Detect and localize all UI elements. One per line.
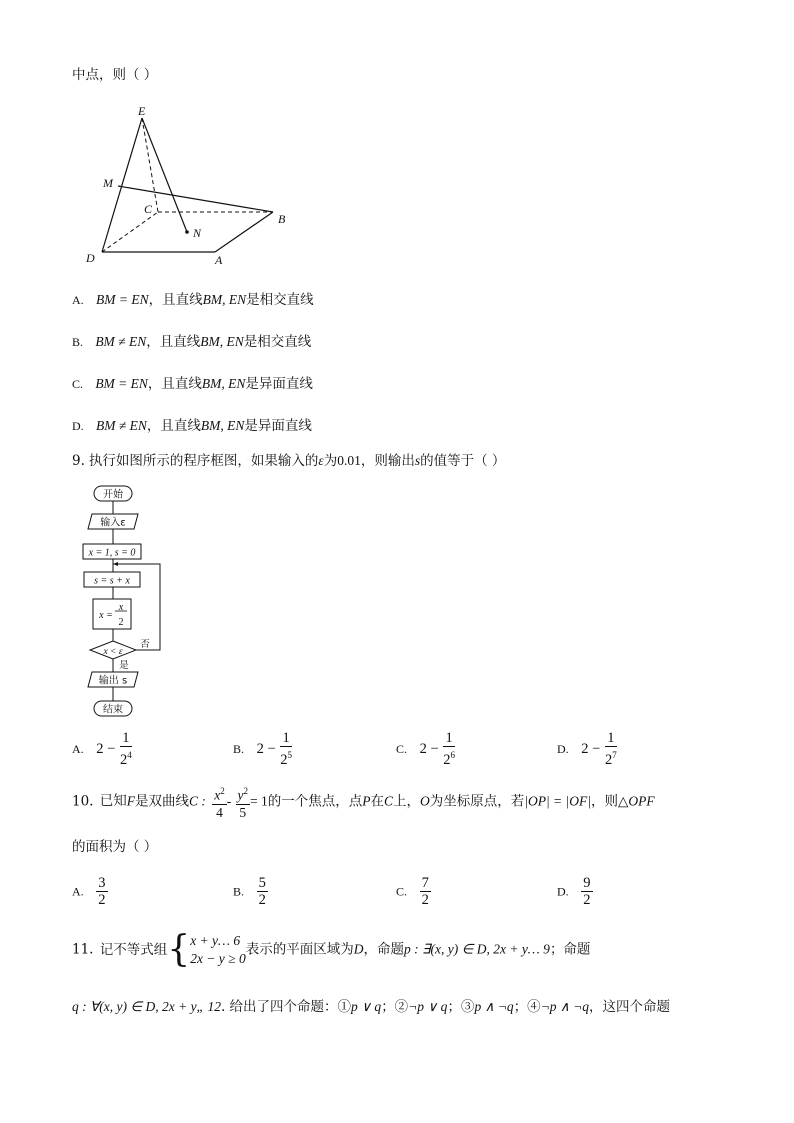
q10-option-c[interactable]: C. $\frac{7}{2}$ (396, 875, 429, 908)
label-E: E (138, 104, 146, 118)
flow-output-label: 输出 s (98, 675, 128, 687)
option-letter: D. (72, 419, 84, 433)
flow-step1-label: s = s + x (94, 575, 130, 587)
q11-stem-line1: 11. 记不等式组{ x + y… 6 2x − y ≥ 0 表示的平面区域为D，命题p : ∃(x, y) ∈ D, 2x + y… 9；命题 (72, 929, 591, 970)
flow-start-label: 开始 (103, 489, 123, 501)
flow-yes-label: 是 (119, 660, 129, 671)
option-letter: C. (72, 377, 84, 391)
flow-end-label: 结束 (103, 704, 123, 716)
label-B: B (278, 212, 286, 226)
label-M: M (103, 176, 113, 190)
q9-option-c[interactable]: C. 2 − $\frac{1}{2^6}$ (396, 730, 456, 768)
q10-option-a[interactable]: A. $\frac{3}{2}$ (72, 875, 106, 908)
point-N (185, 230, 189, 234)
q9-option-d[interactable]: D. 2 − $\frac{1}{2^7}$ (557, 730, 617, 768)
q8-option-c[interactable]: C. BM = EN，且直线BM, EN是异面直线 (72, 376, 313, 392)
q8-option-b[interactable]: B. BM ≠ EN，且直线BM, EN是相交直线 (72, 334, 312, 350)
q8-option-a[interactable]: A. BM = EN，且直线BM, EN是相交直线 (72, 292, 314, 308)
q9-stem: 9. 执行如图所示的程序框图，如果输入的ε为0.01，则输出s的值等于（ ） (72, 453, 506, 469)
q10-option-b[interactable]: B. $\frac{5}{2}$ (233, 875, 266, 908)
edge-AB (215, 212, 273, 252)
q8-option-d[interactable]: D. BM ≠ EN，且直线BM, EN是异面直线 (72, 418, 312, 434)
edge-MB (118, 186, 273, 212)
q8-geometry-figure (80, 100, 310, 270)
option-letter: B. (72, 335, 84, 349)
q10-stem-line2: 的面积为（ ） (72, 839, 158, 855)
q11-stem-line2: q : ∀(x, y) ∈ D, 2x + y„ 12. 给出了四个命题：①p ∨ q；②¬p ∨ q；③p ∧ ¬q；④¬p ∧ ¬q，这四个命题 (72, 999, 671, 1015)
flow-cond-label: x < ε (103, 647, 123, 657)
flow-init-label: x = 1, s = 0 (88, 547, 136, 559)
q9-option-b[interactable]: B. 2 − $\frac{1}{2^5}$ (233, 730, 293, 768)
label-A: A (215, 253, 223, 267)
flow-input-label: 输入ε (100, 517, 126, 529)
flow-loop-arrow (113, 562, 118, 566)
q9-option-a[interactable]: A. 2 − $\frac{1}{2^4}$ (72, 730, 132, 768)
flow-step2-den: 2 (118, 617, 124, 628)
label-D: D (86, 251, 95, 265)
label-N: N (193, 226, 202, 240)
q10-option-d[interactable]: D. $\frac{9}{2}$ (557, 875, 591, 908)
q9-flowchart (78, 482, 178, 722)
edge-DC-hidden (102, 212, 158, 252)
flow-step2-num: x (118, 602, 124, 613)
flow-no-label: 否 (140, 639, 150, 650)
label-C: C (144, 202, 153, 216)
q8-tail-text: 中点，则（ ） (72, 67, 158, 83)
edge-EC-hidden (142, 118, 158, 212)
option-letter: A. (72, 293, 84, 307)
flow-step2-lhs: x = (99, 610, 113, 621)
q10-stem-line1: 10. 已知F是双曲线C : $\frac{x^2}{4}$ - $\frac{y^2}{5}$ = 1的一个焦点，点P在C上，O为坐标原点，若|OP| = |OF|，则△OPF (72, 783, 655, 821)
